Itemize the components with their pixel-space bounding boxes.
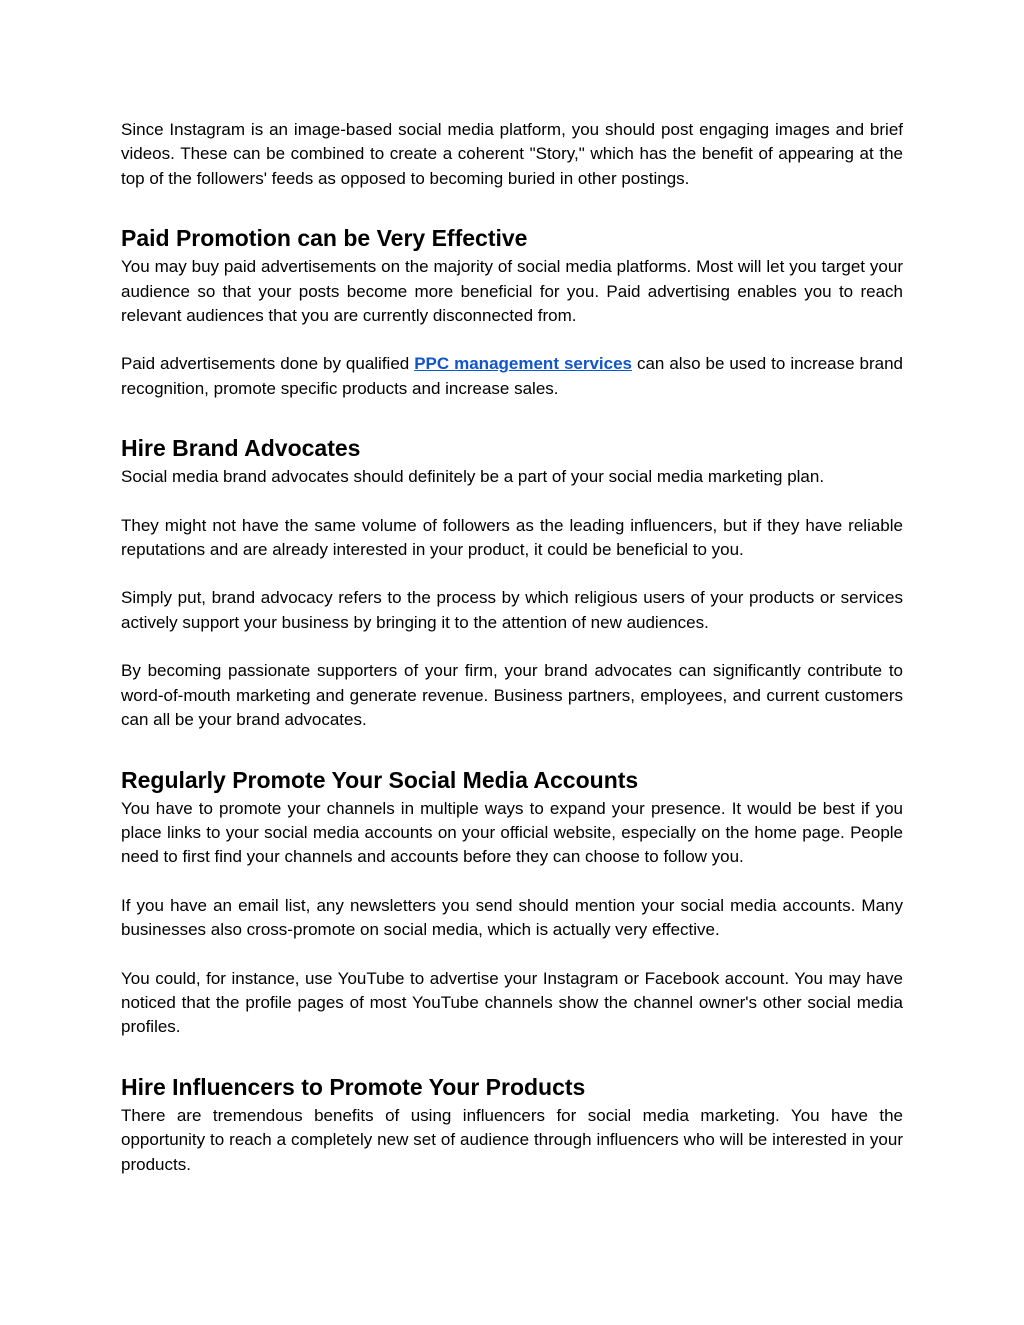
promote-accounts-paragraph-1: You have to promote your channels in multiple ways to expand your presence. It would be best if you place links to your social media accounts on your official website, especially on the home page. People need to first find your channels and accounts before they can choose to follow you. (121, 798, 903, 867)
ppc-management-services-link[interactable]: PPC management services (414, 354, 633, 374)
brand-advocates-paragraph-3: Simply put, brand advocacy refers to the process by which religious users of your products or services actively support your business by bringing it to the attention of new audiences. (121, 588, 903, 632)
brand-advocates-paragraph-4: By becoming passionate supporters of your firm, your brand advocates can significantly contribute to word-of-mouth marketing and generate revenue. Business partners, employees, and current customers can all be your brand advocates. (121, 661, 903, 730)
heading-promote-accounts: Regularly Promote Your Social Media Accounts (121, 766, 639, 793)
heading-brand-advocates: Hire Brand Advocates (121, 435, 361, 462)
brand-advocates-paragraph-1: Social media brand advocates should definitely be a part of your social media marketing plan. (121, 467, 825, 487)
paid-promotion-text-before-link: Paid advertisements done by qualified (121, 354, 415, 374)
promote-accounts-paragraph-2: If you have an email list, any newsletters you send should mention your social media accounts. Many businesses also cross-promote on social media, which is actually very effective. (121, 895, 903, 940)
promote-accounts-paragraph-3: You could, for instance, use YouTube to advertise your Instagram or Facebook account. You may have noticed that the profile pages of most YouTube channels show the channel owner's other social media profiles. (121, 968, 903, 1037)
heading-influencers: Hire Influencers to Promote Your Products (121, 1073, 586, 1100)
paid-promotion-paragraph-1: You may buy paid advertisements on the majority of social media platforms. Most will let you target your audience so that your posts become more beneficial for you. Paid advertising enables you to reach relevant audiences that you are currently disconnected from. (121, 257, 903, 326)
paid-promotion-text-after-link: can also be used to increase brand recognition, promote specific products and increase sales. (121, 354, 904, 398)
influencers-paragraph-1: There are tremendous benefits of using influencers for social media marketing. You have the opportunity to reach a completely new set of audience through influencers who will be interested in your products. (121, 1105, 903, 1174)
heading-paid-promotion: Paid Promotion can be Very Effective (121, 225, 528, 252)
intro-paragraph: Since Instagram is an image-based social media platform, you should post engaging images and brief videos. These can be combined to create a coherent "Story," which has the benefit of appearing at the top of the followers' feeds as opposed to becoming buried in other postings. (121, 120, 903, 188)
paid-promotion-paragraph-2 (121, 352, 903, 401)
brand-advocates-paragraph-2: They might not have the same volume of followers as the leading influencers, but if they have reliable reputations and are already interested in your product, it could be beneficial to you. (121, 515, 903, 560)
document-body (121, 118, 903, 1201)
